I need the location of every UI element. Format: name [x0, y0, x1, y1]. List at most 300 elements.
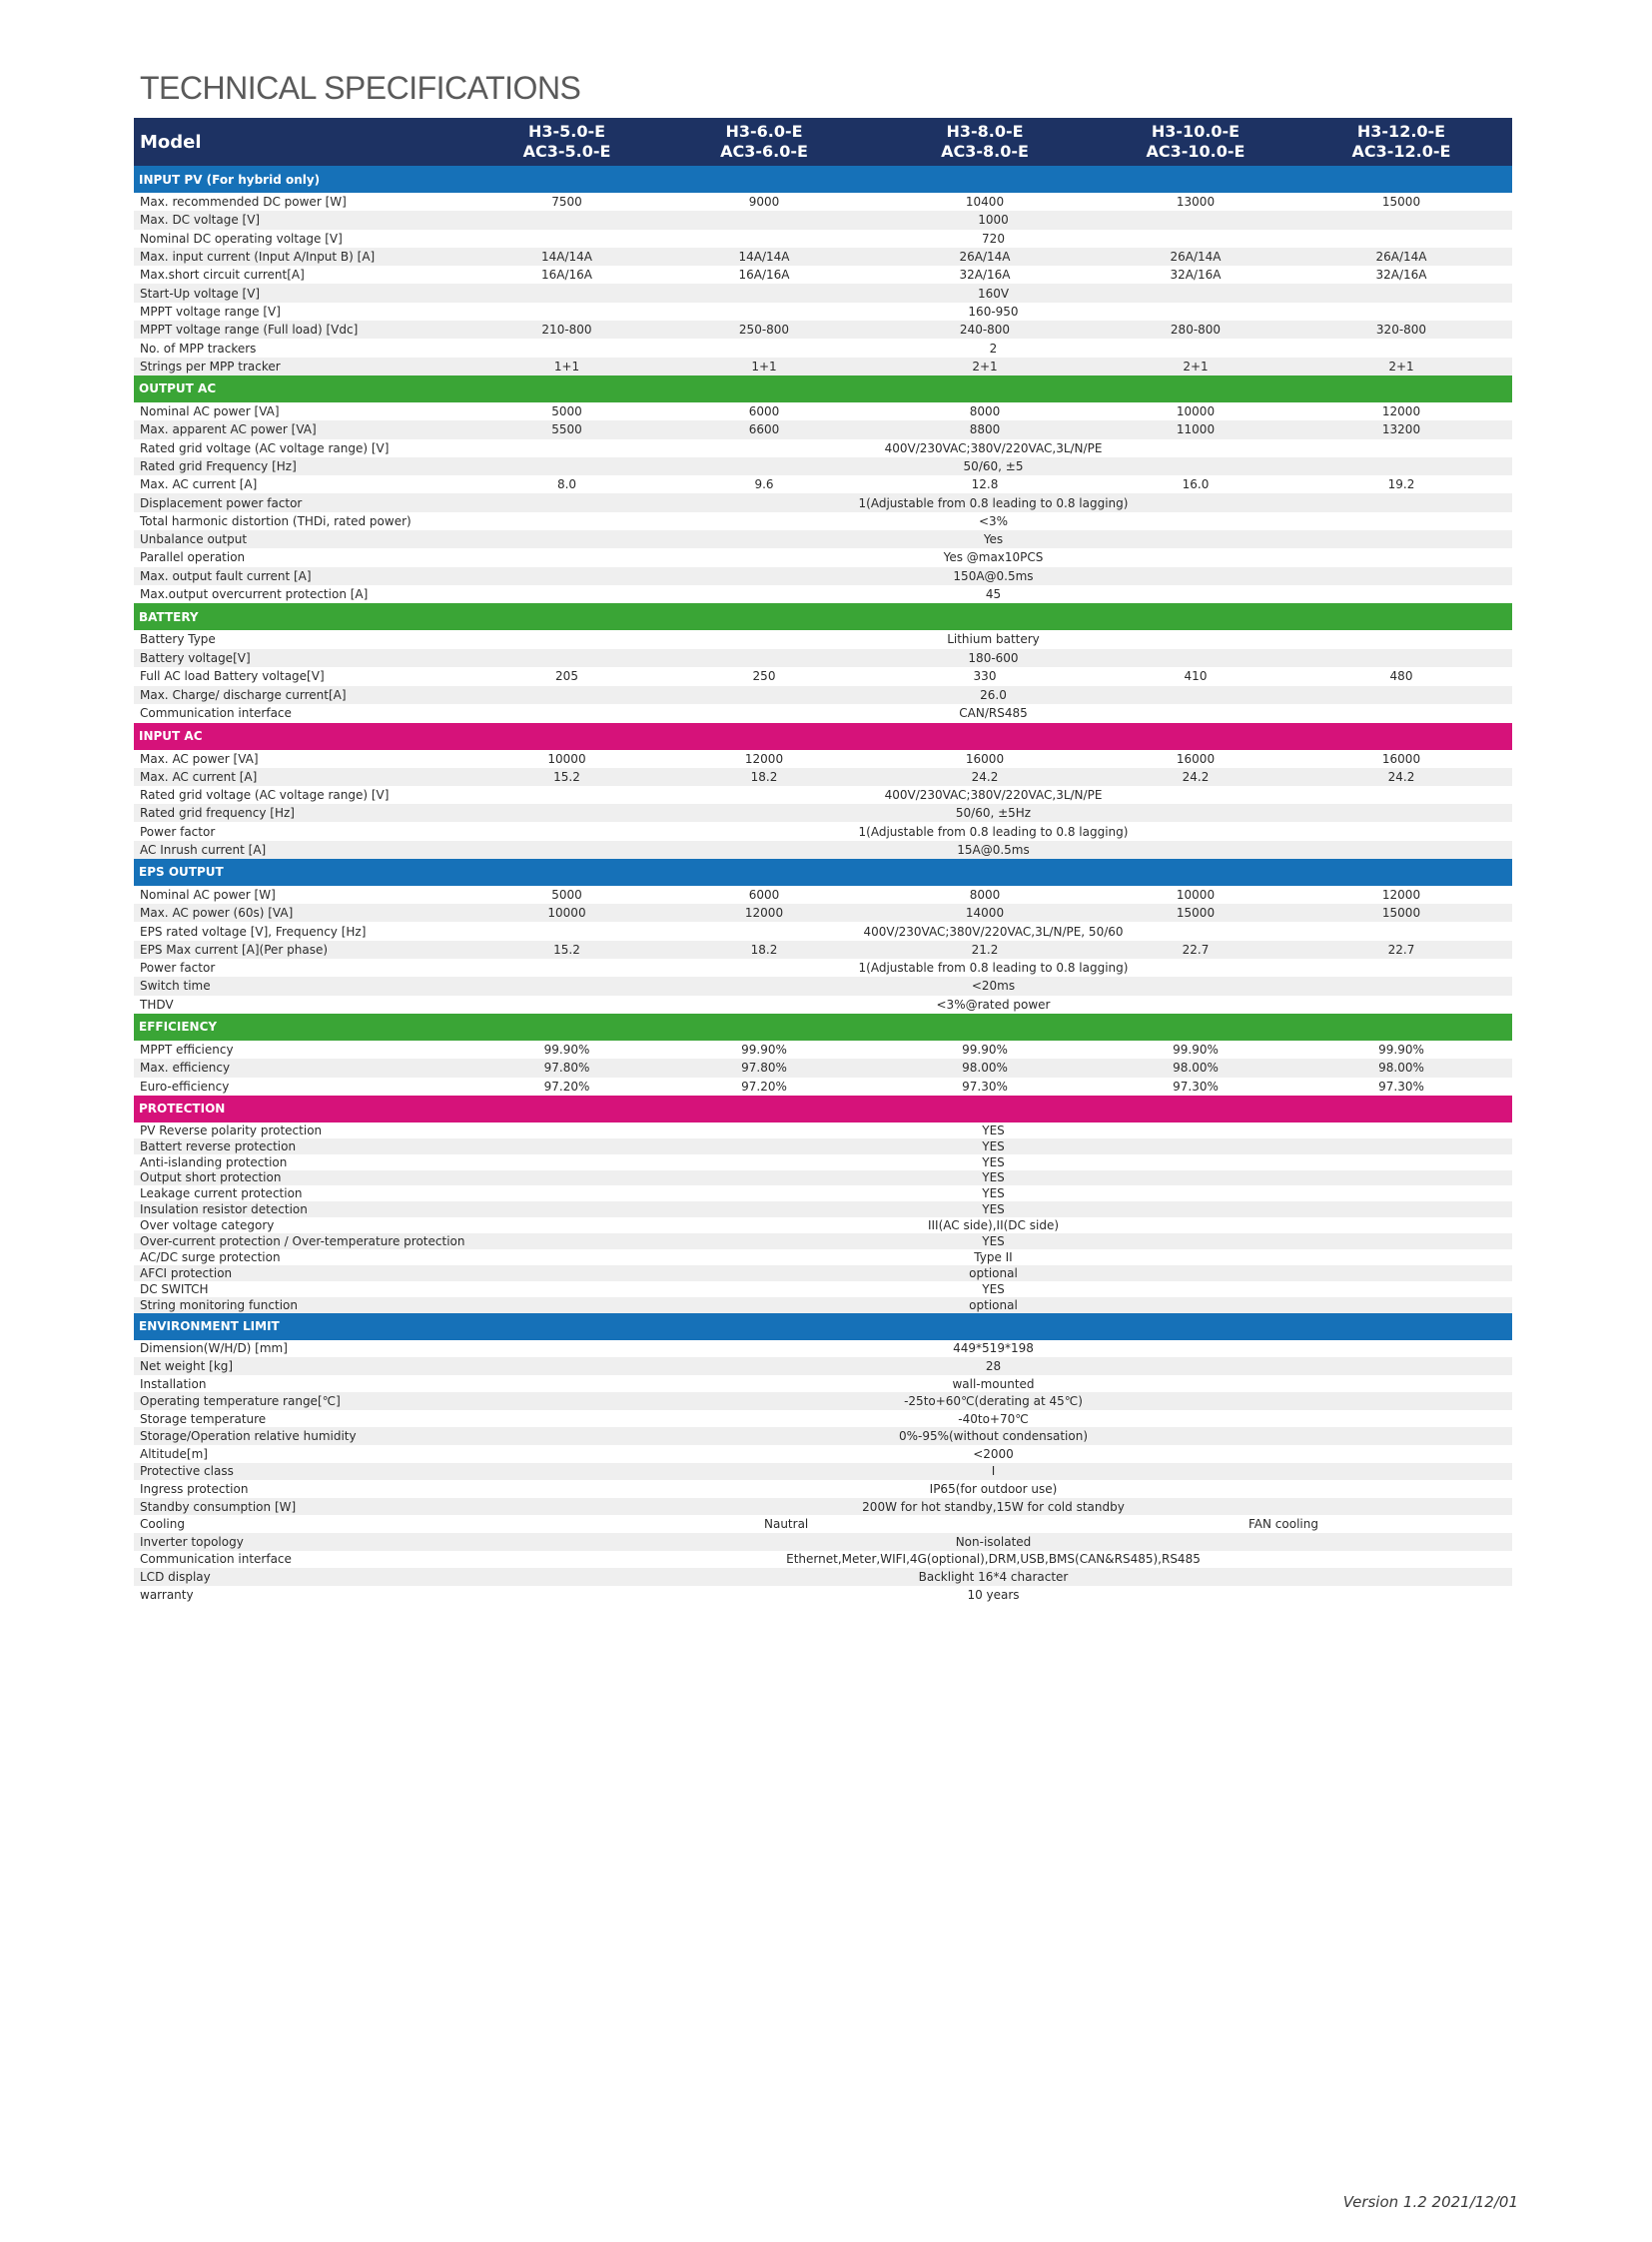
spec-row [134, 841, 1512, 859]
spec-value-spanned: 45 [985, 587, 1002, 602]
spec-row [134, 750, 1512, 768]
spec-value-spanned: 1(Adjustable from 0.8 leading to 0.8 lagging) [858, 961, 1129, 976]
spec-value: 320-800 [1375, 323, 1427, 338]
model-name-ac3: AC3-10.0-E [1146, 142, 1245, 161]
spec-label: Rated grid frequency [Hz] [140, 806, 295, 821]
spec-value-spanned: 150A@0.5ms [953, 568, 1034, 583]
spec-label: Max. Charge/ discharge current[A] [140, 687, 347, 702]
spec-row [134, 439, 1512, 457]
spec-label: Total harmonic distortion (THDi, rated power) [140, 513, 412, 528]
section-header: ENVIRONMENT LIMIT [134, 1313, 1512, 1340]
spec-value-spanned: <2000 [973, 1446, 1014, 1461]
spec-value-spanned: optional [969, 1297, 1018, 1312]
spec-label: Nominal AC power [VA] [140, 404, 280, 419]
model-name-ac3: AC3-6.0-E [720, 142, 808, 161]
model-column-header [474, 122, 659, 162]
spec-value: 5000 [551, 404, 582, 419]
spec-value: 16000 [1381, 751, 1421, 766]
spec-value-spanned: Lithium battery [947, 632, 1040, 647]
spec-row [134, 686, 1512, 705]
spec-label: Over voltage category [140, 1218, 275, 1233]
spec-label: Max.output overcurrent protection [A] [140, 587, 369, 602]
spec-label: Displacement power factor [140, 495, 303, 510]
spec-value-group: FAN cooling [1248, 1517, 1318, 1532]
spec-value-spanned: YES [982, 1186, 1005, 1201]
spec-value: 26A/14A [959, 250, 1011, 265]
spec-label: Max. efficiency [140, 1061, 231, 1076]
spec-value: 6600 [748, 422, 780, 437]
spec-row [134, 420, 1512, 438]
spec-label: Storage/Operation relative humidity [140, 1429, 357, 1444]
spec-value: 32A/16A [1375, 268, 1427, 283]
spec-value-spanned: Yes [983, 532, 1004, 547]
spec-row [134, 1078, 1512, 1096]
spec-value-spanned: 28 [985, 1358, 1002, 1373]
spec-value: 1+1 [553, 359, 580, 374]
spec-label: Storage temperature [140, 1411, 267, 1426]
spec-label: Parallel operation [140, 550, 246, 565]
spec-row [134, 649, 1512, 668]
spec-row [134, 266, 1512, 284]
spec-label: Insulation resistor detection [140, 1202, 308, 1217]
spec-label: Max. recommended DC power [W] [140, 195, 347, 210]
model-name-h3: H3-5.0-E [527, 122, 606, 141]
spec-label: LCD display [140, 1570, 211, 1585]
spec-value: 14A/14A [738, 250, 790, 265]
spec-value: 15.2 [553, 942, 580, 957]
section-header: INPUT PV (For hybrid only) [134, 166, 1512, 193]
spec-value: 16000 [1176, 751, 1216, 766]
spec-row [134, 941, 1512, 959]
spec-row [134, 193, 1512, 211]
version-footer: Version 1.2 2021/12/01 [1342, 2193, 1518, 2211]
spec-row [134, 959, 1512, 977]
spec-label: AFCI protection [140, 1265, 233, 1280]
spec-label: No. of MPP trackers [140, 341, 257, 356]
spec-value-spanned: 449*519*198 [953, 1341, 1034, 1356]
spec-value: 97.80% [543, 1061, 590, 1076]
spec-value: 99.90% [741, 1043, 787, 1058]
spec-row [134, 358, 1512, 375]
model-column-header [1101, 122, 1290, 162]
spec-label: Dimension(W/H/D) [mm] [140, 1341, 288, 1356]
spec-label: PV Reverse polarity protection [140, 1122, 323, 1137]
spec-value: 11000 [1176, 422, 1216, 437]
spec-row [134, 1445, 1512, 1463]
spec-value: 12000 [744, 751, 784, 766]
spec-label: Battery voltage[V] [140, 650, 251, 665]
spec-label: Power factor [140, 824, 216, 839]
spec-value-spanned: YES [982, 1122, 1005, 1137]
spec-value: 32A/16A [959, 268, 1011, 283]
spec-label: Max. apparent AC power [VA] [140, 422, 317, 437]
spec-row [134, 1154, 1512, 1170]
spec-row [134, 1498, 1512, 1516]
spec-label: Battert reverse protection [140, 1138, 297, 1153]
spec-value-spanned: <3%@rated power [936, 997, 1051, 1012]
spec-value-spanned: YES [982, 1138, 1005, 1153]
model-name-ac3: AC3-12.0-E [1351, 142, 1451, 161]
spec-label: Communication interface [140, 706, 292, 721]
spec-value-spanned: Non-isolated [955, 1534, 1032, 1549]
spec-row [134, 630, 1512, 649]
spec-label: THDV [140, 997, 174, 1012]
spec-row [134, 822, 1512, 840]
spec-value: 26A/14A [1375, 250, 1427, 265]
spec-row [134, 402, 1512, 420]
spec-value: 2+1 [1388, 359, 1414, 374]
spec-row [134, 567, 1512, 585]
spec-value: 19.2 [1387, 477, 1415, 492]
spec-value: 5500 [551, 422, 582, 437]
spec-value-spanned: Type II [974, 1249, 1013, 1264]
model-name-h3: H3-6.0-E [725, 122, 803, 141]
spec-row [134, 530, 1512, 548]
spec-value-spanned: 10 years [967, 1587, 1020, 1602]
spec-label: Start-Up voltage [V] [140, 286, 261, 301]
spec-value-spanned: YES [982, 1170, 1005, 1185]
spec-value: 6000 [748, 404, 780, 419]
spec-value: 1+1 [751, 359, 777, 374]
spec-row [134, 339, 1512, 357]
spec-value: 97.30% [1173, 1079, 1219, 1094]
spec-row [134, 1410, 1512, 1428]
spec-value: 2+1 [972, 359, 998, 374]
spec-label: Max. input current (Input A/Input B) [A] [140, 250, 376, 265]
spec-row [134, 585, 1512, 603]
spec-value-spanned: YES [982, 1154, 1005, 1169]
spec-value-spanned: YES [982, 1202, 1005, 1217]
spec-value-spanned: optional [969, 1265, 1018, 1280]
spec-value: 22.7 [1387, 942, 1415, 957]
spec-row [134, 1551, 1512, 1569]
spec-value-spanned: YES [982, 1234, 1005, 1248]
spec-value: 410 [1184, 669, 1208, 684]
spec-value: 10000 [547, 751, 586, 766]
spec-row [134, 886, 1512, 904]
spec-value: 26A/14A [1170, 250, 1222, 265]
spec-value-spanned: 50/60, ±5 [963, 459, 1024, 473]
spec-value-spanned: wall-mounted [952, 1376, 1035, 1391]
spec-row [134, 1265, 1512, 1281]
spec-row [134, 1586, 1512, 1604]
spec-value-spanned: Ethernet,Meter,WIFI,4G(optional),DRM,USB,BMS(CAN&RS485),RS485 [786, 1552, 1201, 1567]
spec-value: 15000 [1381, 906, 1421, 921]
spec-value: 210-800 [541, 323, 592, 338]
spec-value: 10000 [1176, 404, 1216, 419]
spec-label: Altitude[m] [140, 1446, 208, 1461]
spec-row [134, 667, 1512, 686]
spec-value: 10000 [1176, 888, 1216, 902]
spec-row [134, 1233, 1512, 1249]
model-column-header [659, 122, 869, 162]
spec-value-spanned: 160V [977, 286, 1010, 301]
spec-value: 240-800 [959, 323, 1011, 338]
spec-row [134, 1041, 1512, 1059]
spec-label: AC/DC surge protection [140, 1249, 281, 1264]
spec-value-spanned: 0%-95%(without condensation) [898, 1429, 1089, 1444]
spec-row [134, 1463, 1512, 1481]
spec-label: Max. AC current [A] [140, 477, 258, 492]
spec-row [134, 1533, 1512, 1551]
spec-value: 12.8 [971, 477, 999, 492]
spec-value-spanned: 1000 [978, 213, 1009, 228]
model-column-header [1290, 122, 1512, 162]
spec-value: 7500 [551, 195, 582, 210]
spec-value-group: Nautral [764, 1517, 809, 1532]
spec-label: Leakage current protection [140, 1186, 303, 1201]
spec-value: 12000 [744, 906, 784, 921]
model-name-h3: H3-12.0-E [1356, 122, 1446, 141]
spec-value: 9.6 [754, 477, 774, 492]
spec-row [134, 1480, 1512, 1498]
spec-row [134, 211, 1512, 229]
spec-value-spanned: CAN/RS485 [959, 706, 1028, 721]
spec-label: Max. AC current [A] [140, 770, 258, 785]
spec-value: 15.2 [553, 770, 580, 785]
spec-value: 6000 [748, 888, 780, 902]
spec-row [134, 922, 1512, 940]
section-header: BATTERY [134, 603, 1512, 630]
spec-value-spanned: 180-600 [968, 650, 1019, 665]
spec-row [134, 1281, 1512, 1297]
spec-value: 480 [1389, 669, 1413, 684]
spec-label: Unbalance output [140, 532, 248, 547]
page-title: TECHNICAL SPECIFICATIONS [140, 70, 581, 106]
spec-row [134, 1217, 1512, 1233]
spec-value: 16A/16A [541, 268, 592, 283]
spec-table [134, 118, 1512, 1603]
spec-value: 250-800 [738, 323, 790, 338]
spec-row [134, 1515, 1512, 1533]
spec-label: Nominal DC operating voltage [V] [140, 231, 343, 246]
spec-row [134, 1392, 1512, 1410]
spec-row [134, 904, 1512, 922]
spec-row [134, 1357, 1512, 1375]
spec-label: Installation [140, 1376, 207, 1391]
spec-row [134, 996, 1512, 1014]
spec-label: Rated grid voltage (AC voltage range) [V] [140, 440, 390, 455]
spec-value-spanned: <20ms [971, 979, 1016, 994]
spec-label: Standby consumption [W] [140, 1499, 297, 1514]
spec-value: 97.20% [543, 1079, 590, 1094]
model-name-h3: H3-10.0-E [1151, 122, 1240, 141]
spec-value: 250 [752, 669, 776, 684]
spec-label: EPS rated voltage [V], Frequency [Hz] [140, 924, 367, 939]
spec-value: 13000 [1176, 195, 1216, 210]
spec-value-spanned: YES [982, 1281, 1005, 1296]
spec-row [134, 248, 1512, 266]
spec-value: 16A/16A [738, 268, 790, 283]
spec-value: 280-800 [1170, 323, 1222, 338]
spec-value: 98.00% [962, 1061, 1008, 1076]
spec-row [134, 1340, 1512, 1358]
spec-value: 32A/16A [1170, 268, 1222, 283]
spec-value: 9000 [748, 195, 780, 210]
spec-value-spanned: 15A@0.5ms [957, 842, 1030, 857]
spec-label: Max. DC voltage [V] [140, 213, 261, 228]
spec-value-spanned: 400V/230VAC;380V/220VAC,3L/N/PE [884, 440, 1103, 455]
section-header: PROTECTION [134, 1096, 1512, 1122]
spec-label: Ingress protection [140, 1482, 249, 1497]
spec-label: DC SWITCH [140, 1281, 209, 1296]
spec-value: 97.30% [962, 1079, 1008, 1094]
spec-label: MPPT efficiency [140, 1043, 234, 1058]
spec-row [134, 786, 1512, 804]
spec-label: Over-current protection / Over-temperature protection [140, 1234, 465, 1248]
spec-label: Switch time [140, 979, 211, 994]
spec-value: 10000 [547, 906, 586, 921]
spec-label: Communication interface [140, 1552, 292, 1567]
spec-value-spanned: 200W for hot standby,15W for cold standby [862, 1499, 1125, 1514]
spec-row [134, 1375, 1512, 1393]
spec-label: Full AC load Battery voltage[V] [140, 669, 325, 684]
spec-row [134, 1201, 1512, 1217]
spec-label: Max. output fault current [A] [140, 568, 312, 583]
spec-label: Anti-islanding protection [140, 1154, 288, 1169]
spec-value: 14000 [965, 906, 1005, 921]
spec-value: 14A/14A [541, 250, 592, 265]
spec-row [134, 303, 1512, 321]
spec-value: 5000 [551, 888, 582, 902]
spec-label: Max.short circuit current[A] [140, 268, 305, 283]
spec-label: MPPT voltage range [V] [140, 304, 281, 319]
spec-value: 98.00% [1378, 1061, 1424, 1076]
spec-value: 18.2 [750, 770, 778, 785]
spec-value-spanned: <3% [978, 513, 1009, 528]
spec-value: 16000 [965, 751, 1005, 766]
spec-value: 21.2 [971, 942, 999, 957]
spec-row [134, 475, 1512, 493]
spec-row [134, 1122, 1512, 1138]
spec-label: EPS Max current [A](Per phase) [140, 942, 329, 957]
spec-label: Output short protection [140, 1170, 282, 1185]
model-header-row [134, 118, 1512, 166]
spec-value-spanned: -40to+70℃ [958, 1411, 1029, 1426]
spec-sections [134, 166, 1512, 1603]
spec-value-spanned: 400V/230VAC;380V/220VAC,3L/N/PE [884, 788, 1103, 803]
spec-value: 8000 [969, 888, 1001, 902]
spec-label: warranty [140, 1587, 194, 1602]
spec-value-spanned: 1(Adjustable from 0.8 leading to 0.8 lagging) [858, 824, 1129, 839]
spec-row [134, 1297, 1512, 1313]
spec-value: 98.00% [1173, 1061, 1219, 1076]
spec-value-spanned: I [991, 1464, 996, 1479]
spec-value-spanned: III(AC side),II(DC side) [927, 1218, 1060, 1233]
spec-row [134, 321, 1512, 339]
spec-value-spanned: 160-950 [968, 304, 1019, 319]
spec-label: Power factor [140, 961, 216, 976]
spec-value-spanned: Yes @max10PCS [943, 550, 1044, 565]
spec-value: 97.30% [1378, 1079, 1424, 1094]
spec-label: Rated grid Frequency [Hz] [140, 459, 297, 473]
spec-label: MPPT voltage range (Full load) [Vdc] [140, 323, 359, 338]
spec-row [134, 1059, 1512, 1077]
spec-label: Battery Type [140, 632, 216, 647]
spec-value: 10400 [965, 195, 1005, 210]
spec-value: 8800 [969, 422, 1001, 437]
spec-row [134, 804, 1512, 822]
spec-row [134, 704, 1512, 723]
spec-row [134, 1249, 1512, 1265]
model-column-header [869, 122, 1101, 162]
spec-value: 99.90% [543, 1043, 590, 1058]
spec-value: 13200 [1381, 422, 1421, 437]
spec-row [134, 493, 1512, 511]
spec-row [134, 1427, 1512, 1445]
spec-value-spanned: 50/60, ±5Hz [955, 806, 1032, 821]
spec-value: 24.2 [1182, 770, 1210, 785]
spec-value: 18.2 [750, 942, 778, 957]
spec-value: 2+1 [1183, 359, 1209, 374]
spec-label: Strings per MPP tracker [140, 359, 281, 374]
spec-row [134, 284, 1512, 302]
model-name-ac3: AC3-5.0-E [522, 142, 611, 161]
spec-label: Nominal AC power [W] [140, 888, 276, 902]
spec-value-spanned: 1(Adjustable from 0.8 leading to 0.8 lagging) [858, 495, 1129, 510]
model-name-h3: H3-8.0-E [946, 122, 1024, 141]
spec-label: Operating temperature range[℃] [140, 1394, 341, 1409]
section-header: EFFICIENCY [134, 1014, 1512, 1041]
spec-value: 12000 [1381, 404, 1421, 419]
spec-label: AC Inrush current [A] [140, 842, 267, 857]
spec-value: 8000 [969, 404, 1001, 419]
spec-label: Inverter topology [140, 1534, 244, 1549]
spec-value-spanned: 26.0 [980, 687, 1007, 702]
spec-label: Cooling [140, 1517, 185, 1532]
section-header: INPUT AC [134, 723, 1512, 750]
spec-row [134, 1170, 1512, 1186]
spec-value: 205 [555, 669, 578, 684]
spec-label: Euro-efficiency [140, 1079, 230, 1094]
spec-value: 24.2 [1387, 770, 1415, 785]
spec-value-spanned: 720 [982, 231, 1005, 246]
spec-row [134, 457, 1512, 475]
spec-value: 8.0 [556, 477, 577, 492]
spec-label: Max. AC power [VA] [140, 751, 259, 766]
spec-label: Rated grid voltage (AC voltage range) [V] [140, 788, 390, 803]
spec-value: 15000 [1381, 195, 1421, 210]
section-header: EPS OUTPUT [134, 859, 1512, 886]
spec-value: 22.7 [1182, 942, 1210, 957]
spec-row [134, 1185, 1512, 1201]
spec-value-spanned: IP65(for outdoor use) [929, 1482, 1058, 1497]
spec-row [134, 512, 1512, 530]
spec-value-spanned: Backlight 16*4 character [918, 1570, 1069, 1585]
spec-value: 97.80% [741, 1061, 787, 1076]
spec-value: 97.20% [741, 1079, 787, 1094]
model-columns [474, 122, 1512, 162]
spec-value: 99.90% [1173, 1043, 1219, 1058]
spec-row [134, 230, 1512, 248]
section-header: OUTPUT AC [134, 375, 1512, 402]
spec-value-spanned: 400V/230VAC;380V/220VAC,3L/N/PE, 50/60 [863, 924, 1124, 939]
spec-value-spanned: -25to+60℃(derating at 45℃) [904, 1394, 1083, 1409]
spec-row [134, 1568, 1512, 1586]
spec-value: 99.90% [1378, 1043, 1424, 1058]
model-name-ac3: AC3-8.0-E [941, 142, 1029, 161]
spec-value: 330 [973, 669, 997, 684]
spec-label: Protective class [140, 1464, 234, 1479]
spec-label: String monitoring function [140, 1297, 298, 1312]
spec-value: 15000 [1176, 906, 1216, 921]
spec-value: 99.90% [962, 1043, 1008, 1058]
spec-row [134, 548, 1512, 566]
spec-row [134, 977, 1512, 995]
spec-value: 12000 [1381, 888, 1421, 902]
spec-row [134, 768, 1512, 786]
spec-value-spanned: 2 [989, 341, 998, 356]
